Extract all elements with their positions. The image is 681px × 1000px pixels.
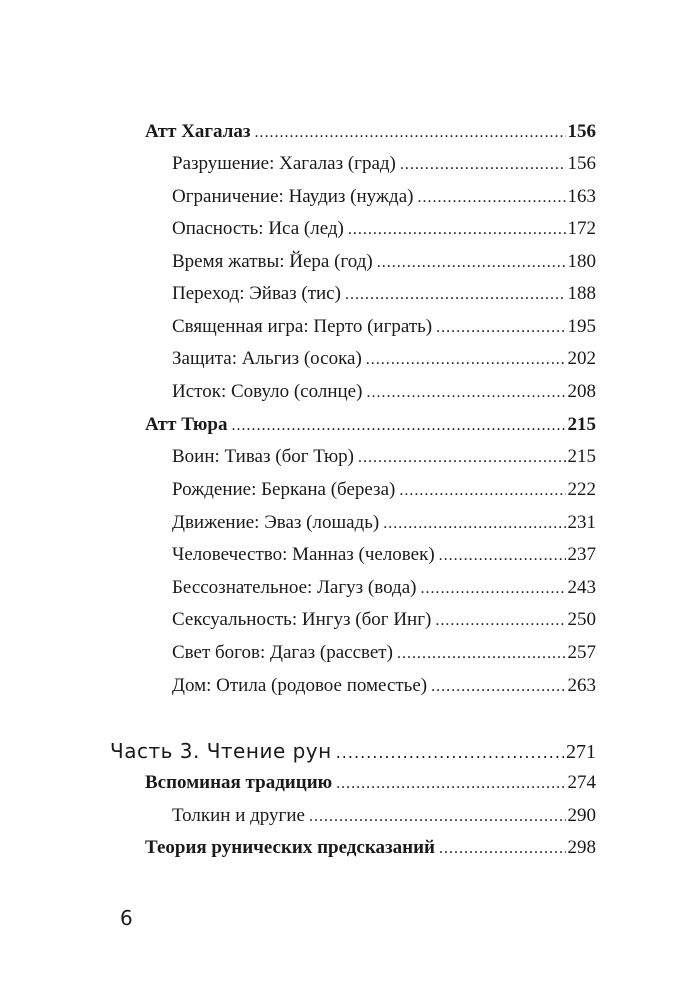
toc-entry-page: 222 [567,479,596,500]
toc-entry [172,576,596,600]
dot-leader [383,512,565,536]
toc-entry-page: 215 [567,414,596,435]
toc-entry-page: 271 [566,741,596,763]
toc-entry-title: Сексуальность: Ингуз (бог Инг) [172,609,432,630]
dot-leader [348,218,566,242]
toc-entry-title: Разрушение: Хагалаз (град) [172,153,396,174]
toc-entry-page: 163 [567,186,596,207]
toc-entry-page: 156 [567,121,596,142]
dot-leader [399,479,565,503]
toc-entry-page: 172 [567,218,596,239]
toc-entry-title: Атт Хагалаз [145,121,251,142]
toc-entry-att-tyura [145,413,596,437]
toc-entry [172,804,596,828]
toc-entry [172,315,596,339]
toc-entry-page: 202 [567,348,596,369]
toc-entry-title: Время жатвы: Йера (год) [172,251,373,272]
toc-entry [172,347,596,371]
toc-entry [172,445,596,469]
dot-leader [400,153,566,177]
toc-entry-title: Человечество: Манназ (человек) [172,544,435,565]
toc-entry-title: Вспоминая традицию [145,772,333,793]
toc-entry-page: 156 [567,153,596,174]
dot-leader [420,577,565,601]
dot-leader [417,186,565,210]
dot-leader [439,837,566,861]
dot-leader [397,642,566,666]
toc-entry-title: Переход: Эйваз (тис) [172,283,341,304]
toc-part-title: Часть 3. Чтение рун [110,739,332,763]
dot-leader [435,609,565,633]
toc-entry-att-hagalaz [145,120,596,144]
dot-leader [377,251,566,275]
toc-entry-title: Воин: Тиваз (бог Тюр) [172,446,354,467]
toc-entry [172,674,596,698]
toc-entry-page: 274 [567,772,596,793]
dot-leader [255,121,566,145]
dot-leader [336,772,565,796]
toc-entry-title: Рождение: Беркана (береза) [172,479,396,500]
toc-entry-page: 208 [567,381,596,402]
toc-entry [172,185,596,209]
toc-entry-title: Свет богов: Дагаз (рассвет) [172,642,393,663]
toc-entry [172,282,596,306]
page-number: 6 [120,906,133,930]
toc-entry-title: Толкин и другие [172,805,305,826]
dot-leader [431,675,565,699]
toc-entry-page: 263 [567,675,596,696]
toc-entry [172,608,596,632]
toc-entry-title: Теория рунических предсказаний [145,837,435,858]
toc-entry-title: Движение: Эваз (лошадь) [172,512,380,533]
toc-entry [172,250,596,274]
toc-entry-title: Ограничение: Наудиз (нужда) [172,186,414,207]
toc-entry-title: Исток: Совуло (солнце) [172,381,363,402]
dot-leader [366,348,566,372]
toc-entry-chapter [145,771,596,795]
toc-entry-page: 243 [567,577,596,598]
toc-entry-page: 188 [567,283,596,304]
toc-entry-page: 231 [567,512,596,533]
dot-leader [345,283,566,307]
dot-leader [366,381,565,405]
toc-entry-title: Дом: Отила (родовое поместье) [172,675,428,696]
toc-entry-title: Защита: Альгиз (осока) [172,348,362,369]
toc-entry-title: Священная игра: Перто (играть) [172,316,433,337]
toc-entry [172,641,596,665]
dot-leader [439,544,566,568]
dot-leader [232,414,566,438]
dot-leader [436,316,565,340]
dot-leader [309,805,566,829]
toc-entry-title: Бессознательное: Лагуз (вода) [172,577,417,598]
toc-entry-page: 257 [567,642,596,663]
toc-entry [172,511,596,535]
toc-entry-page: 250 [567,609,596,630]
toc-entry-page: 180 [567,251,596,272]
toc-entry [172,152,596,176]
toc-entry [172,543,596,567]
toc-entry-page: 290 [567,805,596,826]
toc-entry [172,217,596,241]
toc-entry [172,380,596,404]
dot-leader [358,446,566,470]
dot-leader [336,741,564,765]
toc-entry-title: Опасность: Иса (лед) [172,218,344,239]
toc-entry-chapter [145,836,596,860]
toc-entry [172,478,596,502]
toc-entry-page: 195 [567,316,596,337]
toc-entry-title: Атт Тюра [145,414,228,435]
toc-entry-page: 298 [567,837,596,858]
toc-entry-part-3 [110,739,596,763]
toc-entry-page: 215 [567,446,596,467]
toc-entry-page: 237 [567,544,596,565]
